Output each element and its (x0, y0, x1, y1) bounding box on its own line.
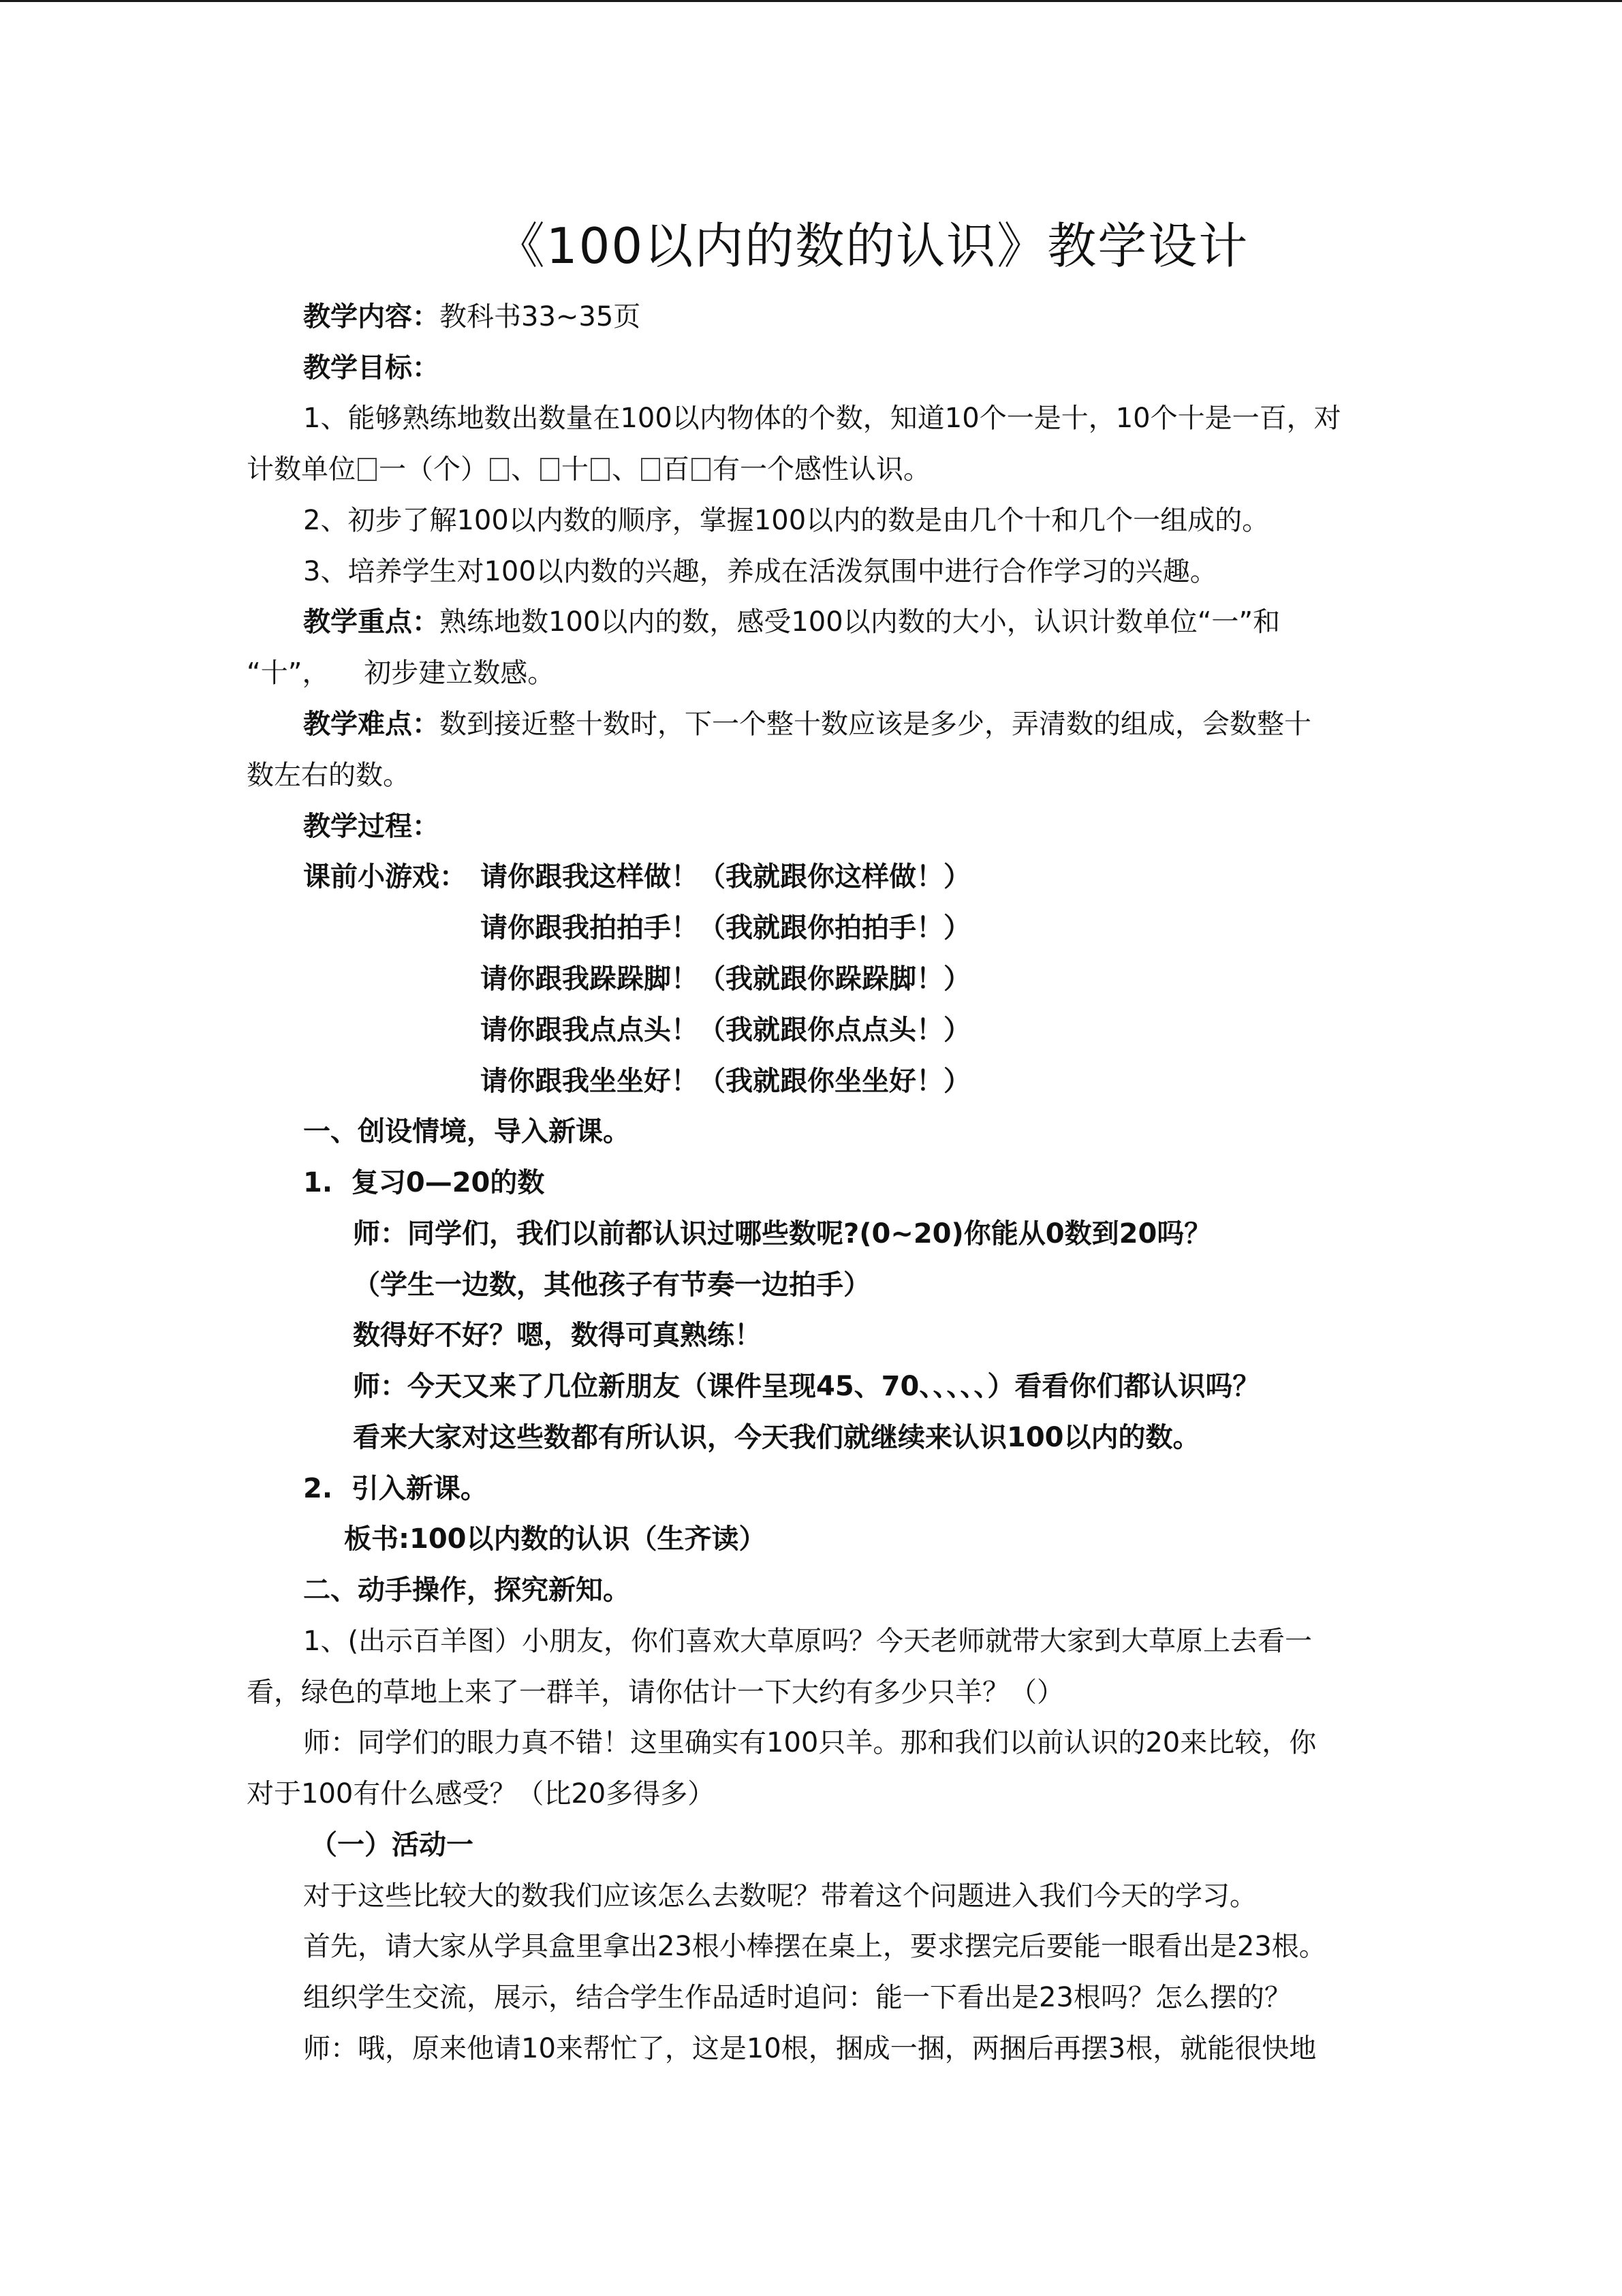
placeholder-box (540, 458, 559, 481)
key-point-row (303, 602, 1280, 642)
objective-1-text-e: 、 (612, 454, 639, 485)
section1-sub1: 1. 复习0—20的数 (303, 1167, 545, 1198)
section1-line: （学生一边数，其他孩子有节奏一边拍手） (353, 1269, 871, 1301)
objective-2: 2、初步了解100以内数的顺序，掌握100以内的数是由几个十和几个一组成的。 (303, 505, 1270, 536)
process-label: 教学过程： (303, 811, 439, 842)
section2-p1-line2: 看，绿色的草地上来了一群羊，请你估计一下大约有多少只羊？（） (247, 1677, 1064, 1708)
key-point-line1: 熟练地数100以内的数，感受100以内数的大小，认识计数单位“一”和 (439, 606, 1281, 638)
placeholder-box (691, 458, 711, 481)
objectives-label: 教学目标： (303, 352, 439, 384)
section2-line: 对于这些比较大的数我们应该怎么去数呢？带着这个问题进入我们今天的学习。 (303, 1880, 1257, 1912)
objective-1-text-a: 计数单位 (247, 454, 356, 485)
section1-line: 师：同学们，我们以前都认识过哪些数呢?(0~20)你能从0数到20吗？ (353, 1218, 1212, 1250)
section1-heading: 一、创设情境，导入新课。 (303, 1116, 630, 1147)
objective-1-line1: 1、能够熟练地数出数量在100以内物体的个数，知道10个一是十，10个十是一百，对 (303, 403, 1341, 434)
section1-line: 师：今天又来了几位新朋友（课件呈现45、70、、、、、）看看你们都认识吗？ (353, 1371, 1260, 1402)
section2-p1-line1: 1、(出示百羊图）小朋友，你们喜欢大草原吗？今天老师就带大家到大草原上去看一 (303, 1626, 1313, 1657)
teaching-content-label: 教学内容： (303, 301, 439, 332)
game-line: 请你跟我这样做！（我就跟你这样做！） (480, 861, 971, 893)
difficulty-line1: 数到接近整十数时，下一个整十数应该是多少，弄清数的组成，会数整十 (439, 709, 1311, 740)
key-point-line2: “十”， 初步建立数感。 (247, 657, 555, 689)
difficulty-label: 教学难点： (303, 709, 439, 740)
placeholder-box (490, 458, 509, 481)
objective-3: 3、培养学生对100以内数的兴趣，养成在活泼氛围中进行合作学习的兴趣。 (303, 556, 1217, 587)
objective-1-line2 (247, 449, 931, 490)
objective-1-text-d: 十 (561, 454, 589, 485)
board-writing: 板书:100以内数的认识（生齐读） (344, 1523, 766, 1555)
teaching-content-text: 教科书33~35页 (439, 301, 641, 332)
game-line: 请你跟我点点头！（我就跟你点点头！） (480, 1014, 971, 1046)
section2-line: 师：哦，原来他请10来帮忙了，这是10根，捆成一捆，两捆后再摆3根，就能很快地 (303, 2033, 1317, 2064)
game-line: 请你跟我拍拍手！（我就跟你拍拍手！） (480, 912, 971, 944)
game-label: 课前小游戏： (303, 861, 467, 893)
section1-line: 看来大家对这些数都有所认识，今天我们就继续来认识100以内的数。 (353, 1422, 1200, 1453)
objective-1-text-b: 一（个） (379, 454, 488, 485)
objective-1-text-f: 百 (662, 454, 689, 485)
activity-heading: （一）活动一 (310, 1829, 473, 1861)
game-line: 请你跟我跺跺脚！（我就跟你跺跺脚！） (480, 963, 971, 995)
placeholder-box (591, 458, 610, 481)
section2-p2-line1: 师：同学们的眼力真不错！这里确实有100只羊。那和我们以前认识的20来比较，你 (303, 1727, 1317, 1758)
section2-heading: 二、动手操作，探究新知。 (303, 1574, 630, 1606)
section2-line: 组织学生交流，展示，结合学生作品适时追问：能一下看出是23根吗？怎么摆的？ (303, 1982, 1292, 2013)
document-title: 《100以内的数的认识》教学设计 (495, 217, 1249, 275)
objective-1-text-c: 、 (511, 454, 538, 485)
game-row-1 (303, 856, 971, 897)
placeholder-box (358, 458, 377, 481)
section1-sub2: 2. 引入新课。 (303, 1473, 488, 1504)
game-line: 请你跟我坐坐好！（我就跟你坐坐好！） (480, 1066, 971, 1097)
objective-1-text-g: 有一个感性认识。 (713, 454, 931, 485)
difficulty-line2: 数左右的数。 (247, 760, 410, 791)
section2-line: 首先，请大家从学具盒里拿出23根小棒摆在桌上，要求摆完后要能一眼看出是23根。 (303, 1931, 1326, 1962)
difficulty-row (303, 704, 1311, 745)
section1-line: 数得好不好？嗯，数得可真熟练！ (353, 1320, 762, 1351)
teaching-content-row (303, 296, 640, 337)
section2-p2-line2: 对于100有什么感受？（比20多得多） (247, 1778, 715, 1810)
placeholder-box (641, 458, 660, 481)
key-point-label: 教学重点： (303, 606, 439, 638)
